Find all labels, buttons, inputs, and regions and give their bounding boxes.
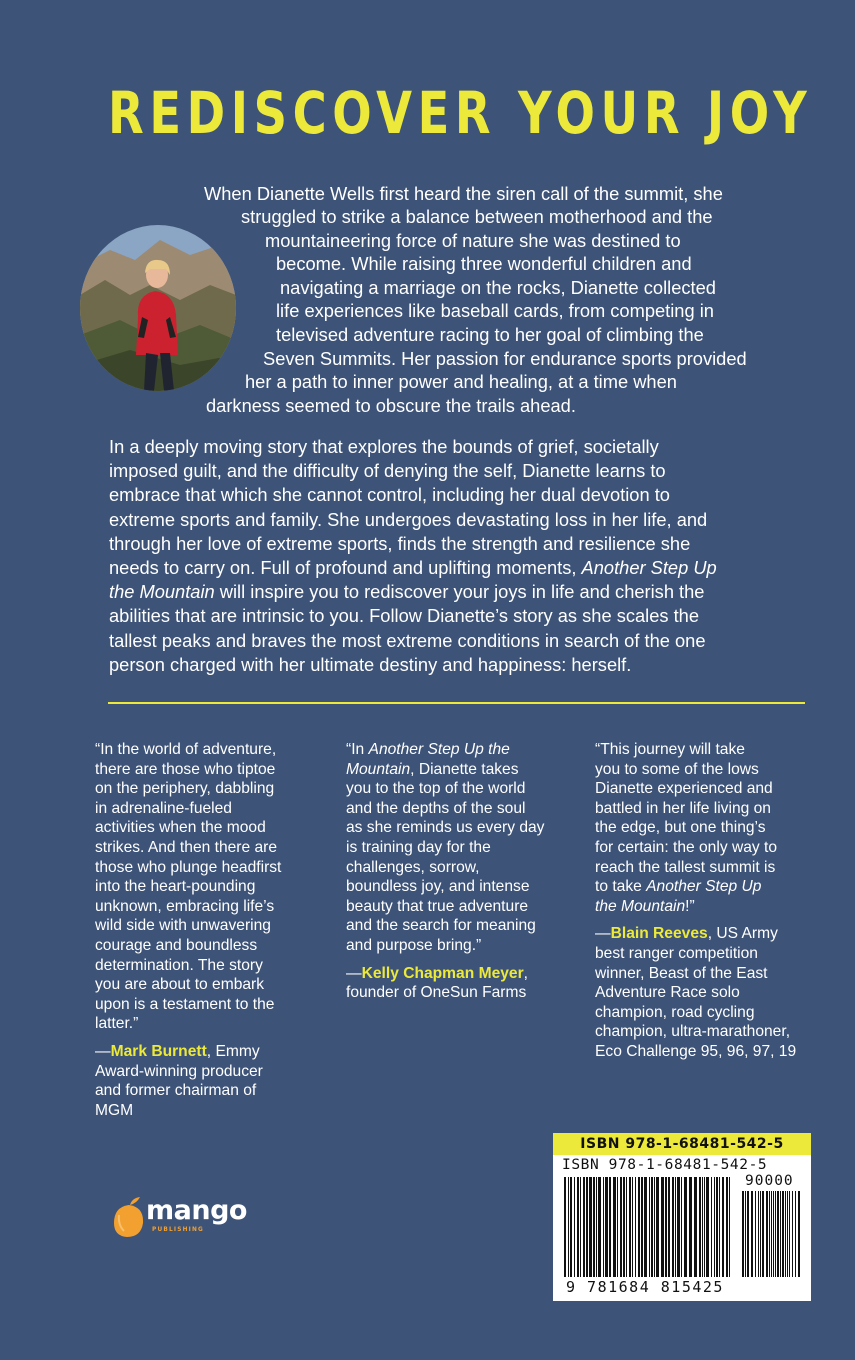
quote-line: latter.”: [95, 1015, 139, 1033]
main-line: imposed guilt, and the difficulty of denying the self, Dianette learns to: [109, 460, 666, 482]
barcode-addon-bar: [789, 1191, 790, 1277]
barcode-bar: [665, 1177, 667, 1277]
attr-line: founder of OneSun Farms: [346, 984, 527, 1002]
author-photo-image: [80, 225, 236, 391]
barcode-bar: [661, 1177, 664, 1277]
quote-line: beauty that true adventure: [346, 897, 529, 915]
barcode-bar: [623, 1177, 625, 1277]
attr-line: Award-winning producer: [95, 1062, 263, 1080]
barcode-bar: [704, 1177, 705, 1277]
barcode-bar: [603, 1177, 604, 1277]
barcode-addon-bar: [792, 1191, 793, 1277]
quote-line: reach the tallest summit is: [595, 858, 776, 876]
barcode-addon-bar: [798, 1191, 800, 1277]
mango-fruit-icon: [110, 1195, 148, 1239]
barcode-bar: [586, 1177, 588, 1277]
barcode-addon-bar: [773, 1191, 774, 1277]
attr-text: , Emmy: [206, 1042, 260, 1060]
barcode-bar: [644, 1177, 647, 1277]
main-line-text: needs to carry on. Full of profound and uplifting moments,: [109, 557, 577, 579]
barcode-addon-bar: [787, 1191, 788, 1277]
attr-dash: —: [595, 925, 611, 943]
attribution: [346, 964, 576, 984]
attr-line: Eco Challenge 95, 96, 97, 19: [595, 1042, 797, 1060]
attr-text: ,: [523, 964, 528, 982]
barcode-bar: [593, 1177, 595, 1277]
quote-mark-burnett: [95, 740, 325, 1120]
barcode-addon-bar: [785, 1191, 786, 1277]
quote-line: those who plunge headfirst: [95, 858, 282, 876]
barcode-addon-bar: [758, 1191, 759, 1277]
quote-line: Dianette experienced and: [595, 780, 773, 798]
quote-line: and the search for meaning: [346, 917, 536, 935]
barcode-bar: [706, 1177, 709, 1277]
main-line: extreme sports and family. She undergoes devastating loss in her life, and: [109, 508, 708, 530]
quote-close: !”: [685, 897, 695, 915]
quote-open: “In: [346, 741, 365, 758]
quote-line: [346, 740, 576, 760]
barcode-bar: [570, 1177, 572, 1277]
intro-line: become. While raising three wonderful children and: [276, 253, 692, 274]
main-line: [109, 580, 809, 604]
barcode-bar: [681, 1177, 682, 1277]
barcode-bar: [699, 1177, 701, 1277]
barcode-bar: [649, 1177, 650, 1277]
barcode-addon-bar: [769, 1191, 770, 1277]
book-title: Another Step Up: [581, 557, 717, 579]
barcode-addon-bar: [795, 1191, 796, 1277]
attr-line: best ranger competition: [595, 944, 758, 962]
attribution: [95, 1042, 325, 1062]
barcode-bar: [617, 1177, 618, 1277]
attr-line: winner, Beast of the East: [595, 964, 768, 982]
intro-line: navigating a marriage on the rocks, Dianette collected: [280, 277, 716, 298]
barcode-addon-bar: [742, 1191, 744, 1277]
barcode-addon-bar: [745, 1191, 746, 1277]
main-line: tallest peaks and braves the most extreme conditions in search of the one: [109, 629, 706, 651]
attr-line: champion, road cycling: [595, 1003, 755, 1021]
quote-line: you to some of the lows: [595, 760, 759, 778]
barcode-bar: [577, 1177, 579, 1277]
barcode-bar: [668, 1177, 670, 1277]
barcode-addon-bar: [751, 1191, 753, 1277]
quote-line: battled in her life living on: [595, 799, 771, 817]
quote-line: the edge, but one thing’s: [595, 819, 766, 837]
main-line: through her love of extreme sports, finds the strength and resilience she: [109, 532, 691, 554]
intro-line: Seven Summits. Her passion for endurance sports provided: [263, 348, 747, 369]
quote-line: on the periphery, dabbling: [95, 780, 275, 798]
barcode-bar: [580, 1177, 581, 1277]
publisher-logo: [110, 1193, 270, 1243]
quote-text: to take: [595, 878, 642, 896]
author-photo: [80, 225, 236, 391]
book-title: the Mountain: [595, 897, 686, 915]
quote-blain-reeves: [595, 740, 825, 1062]
quote-line: “This journey will take: [595, 741, 745, 758]
quote-line: [346, 760, 576, 780]
quote-line: for certain: the only way to: [595, 838, 778, 856]
barcode-bar: [702, 1177, 703, 1277]
barcode-bar: [574, 1177, 575, 1277]
barcode-bar: [635, 1177, 636, 1277]
quote-line: [595, 897, 825, 917]
intro-line: darkness seemed to obscure the trails ahead.: [206, 395, 576, 416]
quote-line: strikes. And then there are: [95, 838, 278, 856]
headline: REDISCOVER YOUR JOY: [108, 79, 813, 147]
quote-line: [595, 877, 825, 897]
barcode-bar: [589, 1177, 592, 1277]
quote-line: unknown, embracing life’s: [95, 897, 275, 915]
quote-line: upon is a testament to the: [95, 995, 275, 1013]
divider: [108, 702, 805, 704]
barcode-addon-bar: [762, 1191, 764, 1277]
barcode-digits: 9 781684 815425: [566, 1278, 724, 1296]
quote-line: is training day for the: [346, 838, 491, 856]
quote-line: and purpose bring.”: [346, 936, 482, 954]
barcode-bar: [609, 1177, 611, 1277]
main-line: person charged with her ultimate destiny and happiness: herself.: [109, 653, 632, 675]
book-title: Mountain: [346, 760, 411, 778]
book-title: Another Step Up the: [368, 741, 510, 758]
main-line: embrace that which she cannot control, including her dual devotion to: [109, 484, 670, 506]
attr-name: Mark Burnett: [110, 1042, 207, 1060]
attr-text: , US Army: [707, 925, 778, 943]
isbn-label: ISBN 978-1-68481-542-5: [553, 1133, 811, 1155]
publisher-subtitle: PUBLISHING: [152, 1227, 205, 1233]
barcode-bar: [605, 1177, 608, 1277]
quote-line: there are those who tiptoe: [95, 760, 276, 778]
barcode-bar: [719, 1177, 720, 1277]
barcode-bar: [620, 1177, 622, 1277]
quote-line: wild side with unwavering: [95, 917, 271, 935]
barcode-bar: [626, 1177, 627, 1277]
attr-dash: —: [95, 1042, 111, 1060]
quote-line: activities when the mood: [95, 819, 266, 837]
attr-name: Blain Reeves: [610, 925, 708, 943]
attribution: [595, 924, 825, 944]
barcode-bar: [596, 1177, 597, 1277]
barcode-bar: [726, 1177, 728, 1277]
barcode-bar: [714, 1177, 715, 1277]
quote-line: as she reminds us every day: [346, 819, 545, 837]
main-line: abilities that are intrinsic to you. Follow Dianette’s story as she scales the: [109, 605, 700, 627]
attr-dash: —: [346, 964, 362, 982]
quote-line: determination. The story: [95, 956, 263, 974]
main-line: In a deeply moving story that explores the bounds of grief, societally: [109, 436, 659, 457]
attr-line: MGM: [95, 1101, 134, 1119]
barcode-bar: [684, 1177, 687, 1277]
barcode-bar: [722, 1177, 724, 1277]
barcode-addon-bar: [780, 1191, 781, 1277]
quote-line: in adrenaline-fueled: [95, 799, 232, 817]
publisher-name: mango: [146, 1195, 247, 1226]
barcode-bar: [641, 1177, 643, 1277]
book-title: the Mountain: [109, 581, 215, 603]
quote-line: “In the world of adventure,: [95, 741, 277, 758]
barcode-bar: [564, 1177, 566, 1277]
barcode: [562, 1177, 804, 1279]
barcode-bar: [583, 1177, 585, 1277]
attr-line: Adventure Race solo: [595, 984, 740, 1002]
main-line: [109, 556, 809, 580]
barcode-bar: [694, 1177, 697, 1277]
barcode-addon-bar: [775, 1191, 776, 1277]
barcode-bar: [651, 1177, 653, 1277]
quote-line: you are about to embark: [95, 976, 265, 994]
barcode-price-code: 90000: [745, 1173, 794, 1189]
intro-line: televised adventure racing to her goal of climbing the: [276, 324, 704, 345]
barcode-bar: [632, 1177, 633, 1277]
intro-line: life experiences like baseball cards, from competing in: [276, 300, 714, 321]
barcode-bar: [672, 1177, 674, 1277]
intro-line: her a path to inner power and healing, at a time when: [245, 371, 677, 392]
quote-line: challenges, sorrow,: [346, 858, 480, 876]
barcode-addon-bar: [771, 1191, 772, 1277]
quote-line: into the heart-pounding: [95, 878, 256, 896]
quote-line: and the depths of the soul: [346, 799, 526, 817]
barcode-bar: [729, 1177, 730, 1277]
barcode-bar: [711, 1177, 712, 1277]
barcode-addon-bar: [777, 1191, 779, 1277]
attr-line: and former chairman of: [95, 1082, 257, 1100]
quote-line: boundless joy, and intense: [346, 878, 530, 896]
quote-text: , Dianette takes: [410, 760, 519, 778]
barcode-isbn-text: ISBN 978-1-68481-542-5: [562, 1157, 768, 1173]
barcode-bar: [568, 1177, 569, 1277]
book-title: Another Step Up: [646, 878, 762, 896]
barcode-addon-bar: [766, 1191, 768, 1277]
barcode-bar: [598, 1177, 601, 1277]
quote-line: courage and boundless: [95, 936, 258, 954]
barcode-addon-bar: [760, 1191, 761, 1277]
barcode-bar: [716, 1177, 718, 1277]
intro-line: When Dianette Wells first heard the siren call of the summit, she: [204, 183, 723, 204]
main-paragraph: [109, 435, 809, 677]
quote-line: you to the top of the world: [346, 780, 526, 798]
intro-line: mountaineering force of nature she was destined to: [265, 230, 681, 251]
main-line-text: will inspire you to rediscover your joys in life and cherish the: [219, 581, 705, 603]
attr-line: champion, ultra-marathoner,: [595, 1023, 791, 1041]
barcode-addon-bar: [747, 1191, 749, 1277]
barcode-bar: [677, 1177, 680, 1277]
barcode-addon-bar: [782, 1191, 784, 1277]
barcode-bar: [613, 1177, 616, 1277]
barcode-addon-bar: [755, 1191, 756, 1277]
barcode-bar: [656, 1177, 659, 1277]
barcode-bar: [638, 1177, 640, 1277]
barcode-bar: [689, 1177, 692, 1277]
attr-name: Kelly Chapman Meyer: [361, 964, 524, 982]
quote-kelly-chapman-meyer: [346, 740, 576, 1003]
barcode-bar: [675, 1177, 676, 1277]
barcode-bar: [654, 1177, 655, 1277]
barcode-bar: [629, 1177, 631, 1277]
intro-line: struggled to strike a balance between motherhood and the: [241, 206, 713, 227]
